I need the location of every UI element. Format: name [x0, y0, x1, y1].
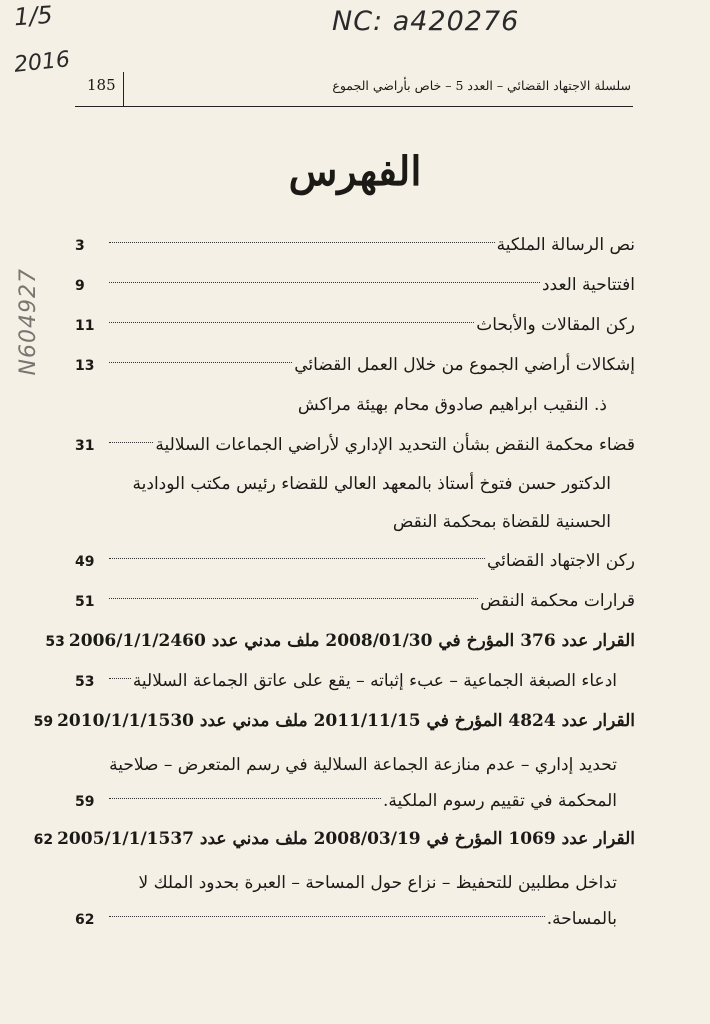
handwritten-mark: 1/5 — [13, 0, 54, 32]
toc-author: ذ. النقيب ابراهيم صادوق محام بهيئة مراكش — [297, 395, 607, 415]
toc-entry-page: 31 — [75, 438, 95, 454]
leader-dots — [109, 322, 474, 323]
toc-entry — [75, 783, 635, 819]
toc-entry-page: 62 — [75, 912, 95, 928]
toc-entry-text: القرار عدد 4824 المؤرخ في 2011/11/15 ملف مدني عدد 2010/1/1/1530 — [57, 711, 635, 731]
toc-subtext: تحديد إداري – عدم منازعة الجماعة السلالية في رسم المتعرض – صلاحية — [109, 755, 617, 775]
handwritten-year: 2016 — [12, 47, 72, 78]
page-title: الفهرس — [288, 148, 422, 195]
toc-entry-text: قرارات محكمة النقض — [480, 591, 635, 611]
toc-entry-text: ركن الاجتهاد القضائي — [486, 551, 635, 571]
leader-dots — [109, 916, 545, 917]
page-header — [75, 72, 633, 107]
toc-entry-text: بالمساحة. — [546, 909, 617, 929]
toc-entry-text: القرار عدد 1069 المؤرخ في 2008/03/19 ملف مدني عدد 2005/1/1/1537 — [57, 829, 635, 849]
toc-entry — [75, 225, 635, 265]
toc-entry-text: قضاء محكمة النقض بشأن التحديد الإداري لأراضي الجماعات السلالية — [155, 435, 635, 455]
toc-entry-page: 59 — [75, 794, 95, 810]
toc-entry-page: 49 — [75, 554, 95, 570]
toc-entry-text: القرار عدد 376 المؤرخ في 2008/01/30 ملف مدني عدد 2006/1/1/2460 — [68, 631, 635, 651]
toc-entry-text: نص الرسالة الملكية — [496, 235, 635, 255]
leader-dots — [109, 242, 495, 243]
header-divider — [123, 72, 124, 106]
leader-dots — [109, 282, 540, 283]
toc-entry — [33, 701, 635, 741]
toc-entry-text: ادعاء الصبغة الجماعية – عبء إثباته – يقع على عاتق الجماعة السلالية — [132, 671, 617, 691]
toc-entry-page: 62 — [33, 832, 54, 848]
leader-dots — [109, 798, 381, 799]
toc-entry — [75, 305, 635, 345]
toc-entry — [75, 265, 635, 305]
handwritten-side-code: N604927 — [16, 268, 41, 376]
toc-entry — [75, 661, 635, 701]
table-of-contents — [33, 225, 635, 937]
toc-entry-page: 3 — [75, 238, 85, 254]
toc-entry — [75, 581, 635, 621]
toc-author: الدكتور حسن فتوخ أستاذ بالمعهد العالي للقضاء رئيس مكتب الودادية الحسنية للقضاة بمحكمة النقض — [132, 474, 611, 532]
toc-entry — [33, 819, 635, 859]
leader-dots — [109, 678, 131, 679]
toc-entry-page: 13 — [75, 358, 95, 374]
handwritten-nc-code: NC: a420276 — [332, 6, 520, 37]
leader-dots — [109, 442, 153, 443]
page-number: 185 — [87, 76, 116, 94]
toc-entry-text: افتتاحية العدد — [541, 275, 635, 295]
toc-entry-page: 53 — [45, 634, 65, 650]
toc-entry-page: 53 — [75, 674, 95, 690]
running-head: سلسلة الاجتهاد القضائي – العدد 5 – خاص بأراضي الجموع — [332, 78, 631, 93]
toc-entry — [75, 901, 635, 937]
toc-subtext: تداخل مطلبين للتحفيظ – نزاع حول المساحة – العبرة بحدود الملك لا — [138, 873, 617, 893]
leader-dots — [109, 362, 292, 363]
leader-dots — [109, 558, 485, 559]
toc-entry-page: 11 — [75, 318, 95, 334]
toc-entry — [75, 425, 635, 465]
toc-entry-page: 51 — [75, 594, 95, 610]
toc-entry-page: 59 — [33, 714, 54, 730]
toc-entry-text: إشكالات أراضي الجموع من خلال العمل القضائي — [294, 355, 635, 375]
toc-entry-text: المحكمة في تقييم رسوم الملكية. — [382, 791, 617, 811]
leader-dots — [109, 598, 478, 599]
toc-entry-text: ركن المقالات والأبحاث — [476, 315, 635, 335]
toc-entry-page: 9 — [75, 278, 85, 294]
toc-entry — [75, 541, 635, 581]
toc-entry — [75, 345, 635, 385]
toc-entry — [45, 621, 635, 661]
